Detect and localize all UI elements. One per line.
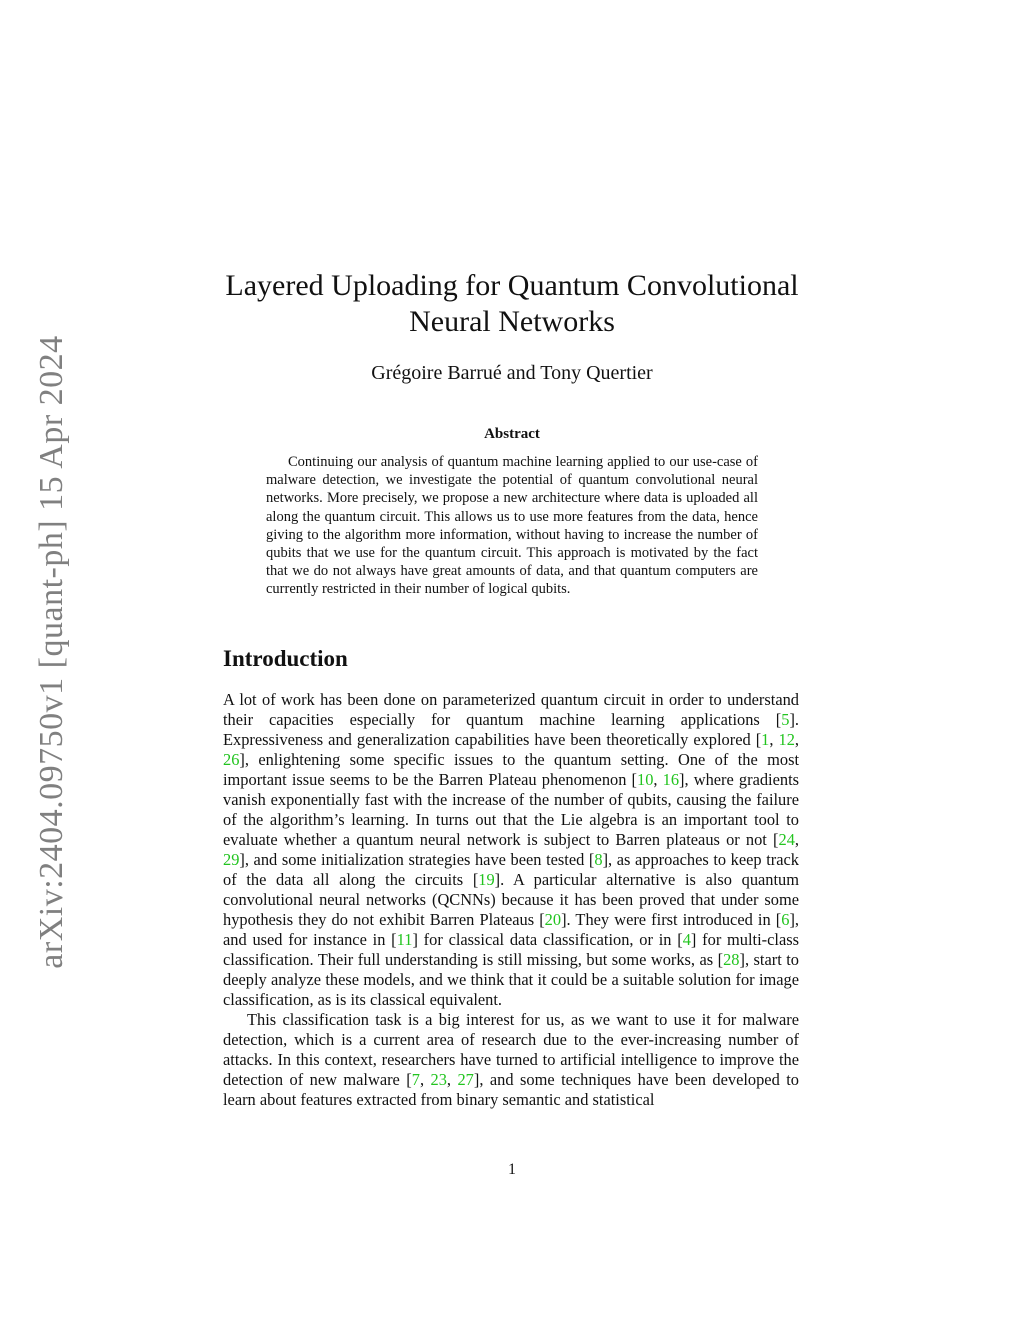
citation-link[interactable]: 19	[478, 870, 495, 889]
text-span: ] for classical data classification, or in [	[412, 930, 683, 949]
separator: ,	[446, 1070, 458, 1089]
separator: ,	[769, 730, 779, 749]
text-span: ]. A particular alternative is also quantum convolutional neural networks (QCNNs) because it has been proved that under some hypothesis they do not exhibit Barren Plateaus [	[223, 870, 799, 929]
citation-link[interactable]: 29	[223, 850, 240, 869]
citation-link[interactable]: 6	[781, 910, 790, 929]
citation-link[interactable]: 1	[761, 730, 770, 749]
citation-link[interactable]: 5	[781, 710, 790, 729]
introduction-heading: Introduction	[223, 646, 348, 671]
text-span: This classification task is a big interest for us, as we want to use it for malware detection, which is a current area of research due to the ever-increasing number of attacks. In this context, researchers have turned to artificial intelligence to improve the detection of new malware [	[223, 1010, 799, 1089]
paper-title: Layered Uploading for Quantum Convolutional Neural Networks	[225, 269, 799, 338]
separator: ,	[419, 1070, 431, 1089]
citation-link[interactable]: 28	[723, 950, 740, 969]
text-span: ] for multi-class classification. Their full understanding is still missing, but some works, as [	[223, 930, 799, 969]
text-span: ], start to deeply analyze these models, and we think that it could be a suitable solution for image classification, as is its classical equivalent.	[223, 950, 799, 1009]
separator: ,	[794, 830, 799, 849]
text-span: ], and used for instance in [	[223, 910, 799, 949]
citation-link[interactable]: 26	[223, 750, 240, 769]
text-span: ], and some techniques have been developed to learn about features extracted from binary semantic and statistical	[223, 1070, 799, 1109]
text-span: A lot of work has been done on parameterized quantum circuit in order to understand their capacities especially for quantum machine learning applications [	[223, 690, 799, 729]
citation-link[interactable]: 4	[682, 930, 691, 949]
citation-link[interactable]: 27	[457, 1070, 474, 1089]
separator: ,	[794, 730, 799, 749]
introduction-body	[223, 690, 799, 1110]
text-span: ], where gradients vanish exponentially fast with the increase of the number of qubits, causing the failure of the algorithm’s learning. In turns out that the Lie algebra is an important tool to evaluate whether a quantum neural network is subject to Barren plateaus or not [	[223, 770, 799, 849]
citation-link[interactable]: 8	[594, 850, 603, 869]
abstract-body: Continuing our analysis of quantum machine learning applied to our use-case of malware detection, we investigate the potential of quantum convolutional neural networks. More precisely, we propose a new architecture where data is uploaded all along the quantum circuit. This allows us to use more features from the data, hence giving to the algorithm more information, without having to increase the number of qubits that we use for the quantum circuit. This approach is motivated by the fact that we do not always have great amounts of data, and that quantum computers are currently restricted in their number of logical qubits.	[266, 454, 758, 598]
citation-link[interactable]: 11	[396, 930, 413, 949]
citation-link[interactable]: 10	[637, 770, 654, 789]
separator: ,	[653, 770, 663, 789]
citation-link[interactable]: 16	[662, 770, 680, 789]
text-span: ], as approaches to keep track of the data all along the circuits [	[223, 850, 799, 889]
text-span: ], and some initialization strategies have been tested [	[239, 850, 595, 869]
citation-link[interactable]: 12	[778, 730, 795, 749]
text-span: ], enlightening some specific issues to the quantum setting. One of the most important issue seems to be the Barren Plateau phenomenon [	[223, 750, 799, 789]
citation-link[interactable]: 7	[411, 1070, 420, 1089]
citation-link[interactable]: 24	[778, 830, 795, 849]
paper-authors: Grégoire Barrué and Tony Quertier	[371, 362, 653, 384]
arxiv-side-stamp: arXiv:2404.09750v1 [quant-ph] 15 Apr 2024	[33, 335, 70, 969]
citation-link[interactable]: 20	[544, 910, 562, 929]
introduction-paragraph-2	[223, 1010, 799, 1110]
page-number: 1	[508, 1161, 516, 1178]
text-span: ]. Expressiveness and generalization capabilities have been theoretically explored [	[223, 710, 799, 749]
introduction-paragraph-1	[223, 690, 799, 1010]
text-span: ]. They were first introduced in [	[561, 910, 782, 929]
abstract-heading: Abstract	[484, 426, 540, 442]
citation-link[interactable]: 23	[430, 1070, 447, 1089]
